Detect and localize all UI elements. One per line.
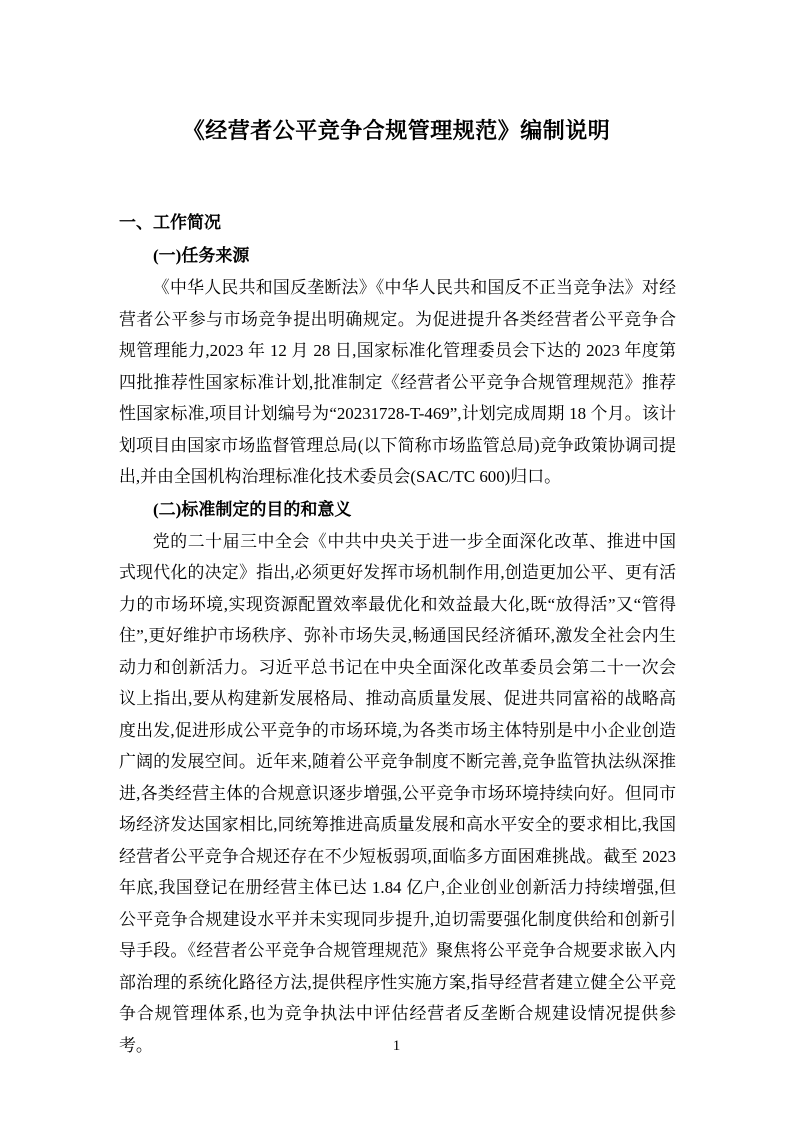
page-number: 1 bbox=[392, 1038, 401, 1054]
paragraph-purpose-and-significance: 党的二十届三中全会《中共中央关于进一步全面深化改革、推进中国式现代化的决定》指出,必须更好发挥市场机制作用,创造更加公平、更有活力的市场环境,实现资源配置效率最优化和效益最大化,既“放得活”又“管得住”,更好维护市场秩序、弥补市场失灵,畅通国民经济循环,激发全社会内生动力和创新活力。习近平总书记在中央全面深化改革委员会第二十一次会议上指出,要从构建新发展格局、推动高质量发展、促进共同富裕的战略高度出发,促进形成公平竞争的市场环境,为各类市场主体特别是中小企业创造广阔的发展空间。近年来,随着公平竞争制度不断完善,竞争监管执法纵深推进,各类经营主体的合规意识逐步增强,公平竞争市场环境持续向好。但同市场经济发达国家相比,同统筹推进高质量发展和高水平安全的要求相比,我国经营者公平竞争合规还存在不少短板弱项,面临多方面困难挑战。截至 2023 年底,我国登记在册经营主体已达 1.84 亿户,企业创业创新活力持续增强,但公平竞争合规建设水平并未实现同步提升,迫切需要强化制度供给和创新引导手段。《经营者公平竞争合规管理规范》聚焦将公平竞争合规要求嵌入内部治理的系统化路径方法,提供程序性实施方案,指导经营者建立健全公平竞争合规管理体系,也为竞争执法中评估经营者反垄断合规建设情况提供参考。 bbox=[119, 531, 676, 1055]
heading-purpose-and-significance: (二)标准制定的目的和意义 bbox=[153, 499, 352, 519]
heading-work-overview: 一、工作简况 bbox=[119, 213, 221, 232]
paragraph-task-source: 《中华人民共和国反垄断法》《中华人民共和国反不正当竞争法》对经营者公平参与市场竞争提出明确规定。为促进提升各类经营者公平竞争合规管理能力,2023 年 12 月 28 日,国家标准化管理委员会下达的 2023 年度第四批推荐性国家标准计划,批准制定《经营者公平竞争合规管理规范》推荐性国家标准,项目计划编号为“20231728-T-469”,计划完成周期 18 个月。该计划项目由国家市场监督管理总局(以下简称市场监管总局)竞争政策协调司提出,并由全国机构治理标准化技术委员会(SAC/TC 600)归口。 bbox=[119, 278, 676, 486]
heading-task-source: (一)任务来源 bbox=[153, 246, 250, 265]
document-title: 《经营者公平竞争合规管理规范》编制说明 bbox=[182, 118, 611, 143]
document-body bbox=[119, 206, 676, 1061]
